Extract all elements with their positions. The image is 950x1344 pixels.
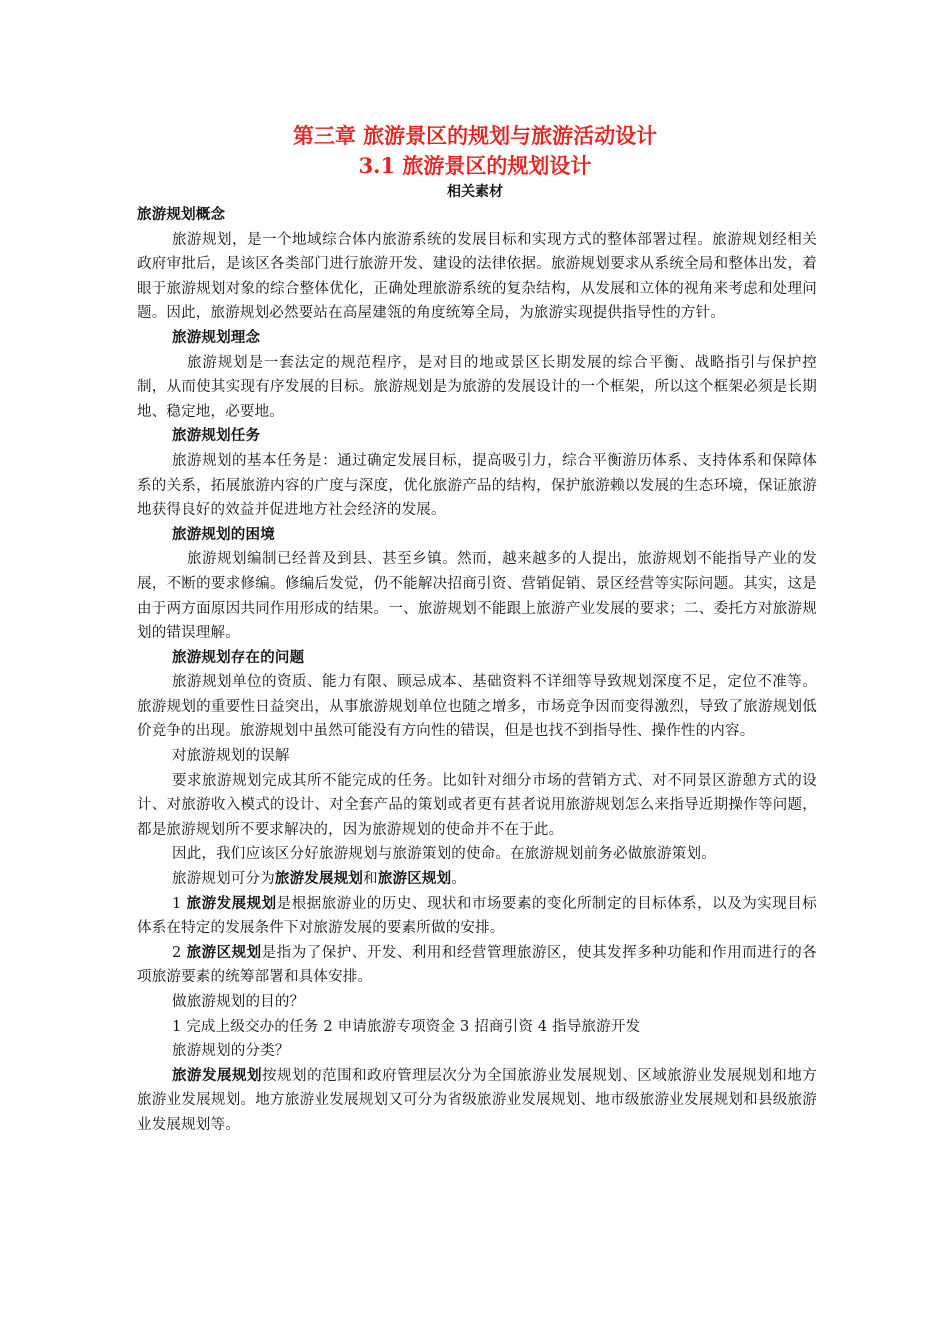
split-text-e: 。 <box>451 871 467 888</box>
def1-number: 1 <box>172 895 187 912</box>
split-term-area: 旅游区规划 <box>377 870 452 888</box>
title-block <box>0 121 950 203</box>
chapter-title: 第三章 旅游景区的规划与旅游活动设计 <box>292 123 658 148</box>
heading-idea: 旅游规划理念 <box>172 328 261 346</box>
category-question: 旅游规划的分类？ <box>172 1043 290 1060</box>
paragraph-problems: 旅游规划单位的资质、能力有限、顾忌成本、基础资料不详细等导致规划深度不足，定位不准等。旅游规划的重要性日益突出，从事旅游规划单位也随之增多，市场竞争因而变得激烈，导致了旅游规划低价竞争的出现。旅游规划中虽然可能没有方向性的错误，但是也找不到指导性、操作性的内容。 <box>137 674 817 740</box>
paragraph-def-development <box>137 892 817 941</box>
paragraph-concept: 旅游规划，是一个地域综合体内旅游系统的发展目标和实现方式的整体部署过程。旅游规划经相关政府审批后，是该区各类部门进行旅游开发、建设的法律依据。旅游规划要求从系统全局和整体出发，着眼于旅游规划对象的综合整体优化，正确处理旅游系统的复杂结构，从发展和立体的视角来考虑和处理问题。因此，旅游规划必然要站在高屋建瓴的角度统筹全局，为旅游实现提供指导性的方针。 <box>137 231 817 322</box>
heading-concept: 旅游规划概念 <box>137 206 226 223</box>
def2-term: 旅游区规划 <box>186 943 262 961</box>
split-term-development: 旅游发展规划 <box>274 870 364 888</box>
heading-problems: 旅游规划存在的问题 <box>172 648 305 666</box>
purpose-answer: 1 完成上级交办的任务 2 申请旅游专项资金 3 招商引资 4 指导旅游开发 <box>172 1018 641 1035</box>
def2-text: 是指为了保护、开发、利用和经营管理旅游区，使其发挥多种功能和作用而进行的各项旅游要素的统筹部署和具体安排。 <box>137 944 817 986</box>
split-text-a: 旅游规划可分为 <box>172 871 275 888</box>
category-term: 旅游发展规划 <box>172 1066 263 1084</box>
purpose-question: 做旅游规划的目的？ <box>172 994 305 1010</box>
paragraph-misunderstanding: 要求旅游规划完成其所不能完成的任务。比如针对细分市场的营销方式、对不同景区游憩方式的设计、对旅游收入模式的设计、对全套产品的策划或者更有甚者说用旅游规划怎么来指导近期操作等问题，都是旅游规划所不要求解决的，因为旅游规划的使命并不在于此。 <box>137 772 817 838</box>
paragraph-conclusion: 因此，我们应该区分好旅游规划与旅游策划的使命。在旅游规划前务必做旅游策划。 <box>172 846 716 863</box>
split-text-c: 和 <box>363 871 378 888</box>
def1-term: 旅游发展规划 <box>186 894 277 912</box>
paragraph-dilemma: 旅游规划编制已经普及到县、甚至乡镇。然而，越来越多的人提出，旅游规划不能指导产业的发展，不断的要求修编。修编后发觉，仍不能解决招商引资、营销促销、景区经营等实际问题。其实，这是由于两方面原因共同作用形成的结果。一、旅游规划不能跟上旅游产业发展的要求；二、委托方对旅游规划的错误理解。 <box>137 551 817 642</box>
heading-dilemma: 旅游规划的困境 <box>172 525 275 543</box>
heading-task: 旅游规划任务 <box>172 427 261 445</box>
paragraph-category <box>137 1064 817 1138</box>
document-body <box>137 203 817 1138</box>
section-title: 3.1 旅游景区的规划设计 <box>358 153 592 178</box>
paragraph-idea: 旅游规划是一套法定的规范程序，是对目的地或景区长期发展的综合平衡、战略指引与保护控制，从而使其实现有序发展的目标。旅游规划是为旅游的发展设计的一个框架，所以这个框架必须是长期地、稳定地，必要地。 <box>137 354 817 420</box>
def2-number: 2 <box>172 944 187 961</box>
category-text: 按规划的范围和政府管理层次分为全国旅游业发展规划、区域旅游业发展规划和地方旅游业发展规划。地方旅游业发展规划又可分为省级旅游业发展规划、地市级旅游业发展规划和县级旅游业发展规划等。 <box>137 1067 817 1133</box>
def1-text: 是根据旅游业的历史、现状和市场要素的变化所制定的目标体系，以及为实现目标体系在特定的发展条件下对旅游发展的要素所做的安排。 <box>137 895 817 937</box>
subtitle: 相关素材 <box>447 184 503 200</box>
paragraph-task: 旅游规划的基本任务是：通过确定发展目标，提高吸引力，综合平衡游历体系、支持体系和保障体系的关系，拓展旅游内容的广度与深度，优化旅游产品的结构，保护旅游赖以发展的生态环境，保证旅游地获得良好的效益并促进地方社会经济的发展。 <box>137 452 817 519</box>
heading-misunderstanding: 对旅游规划的误解 <box>172 748 290 765</box>
paragraph-split <box>137 867 817 892</box>
paragraph-def-area <box>137 941 817 990</box>
